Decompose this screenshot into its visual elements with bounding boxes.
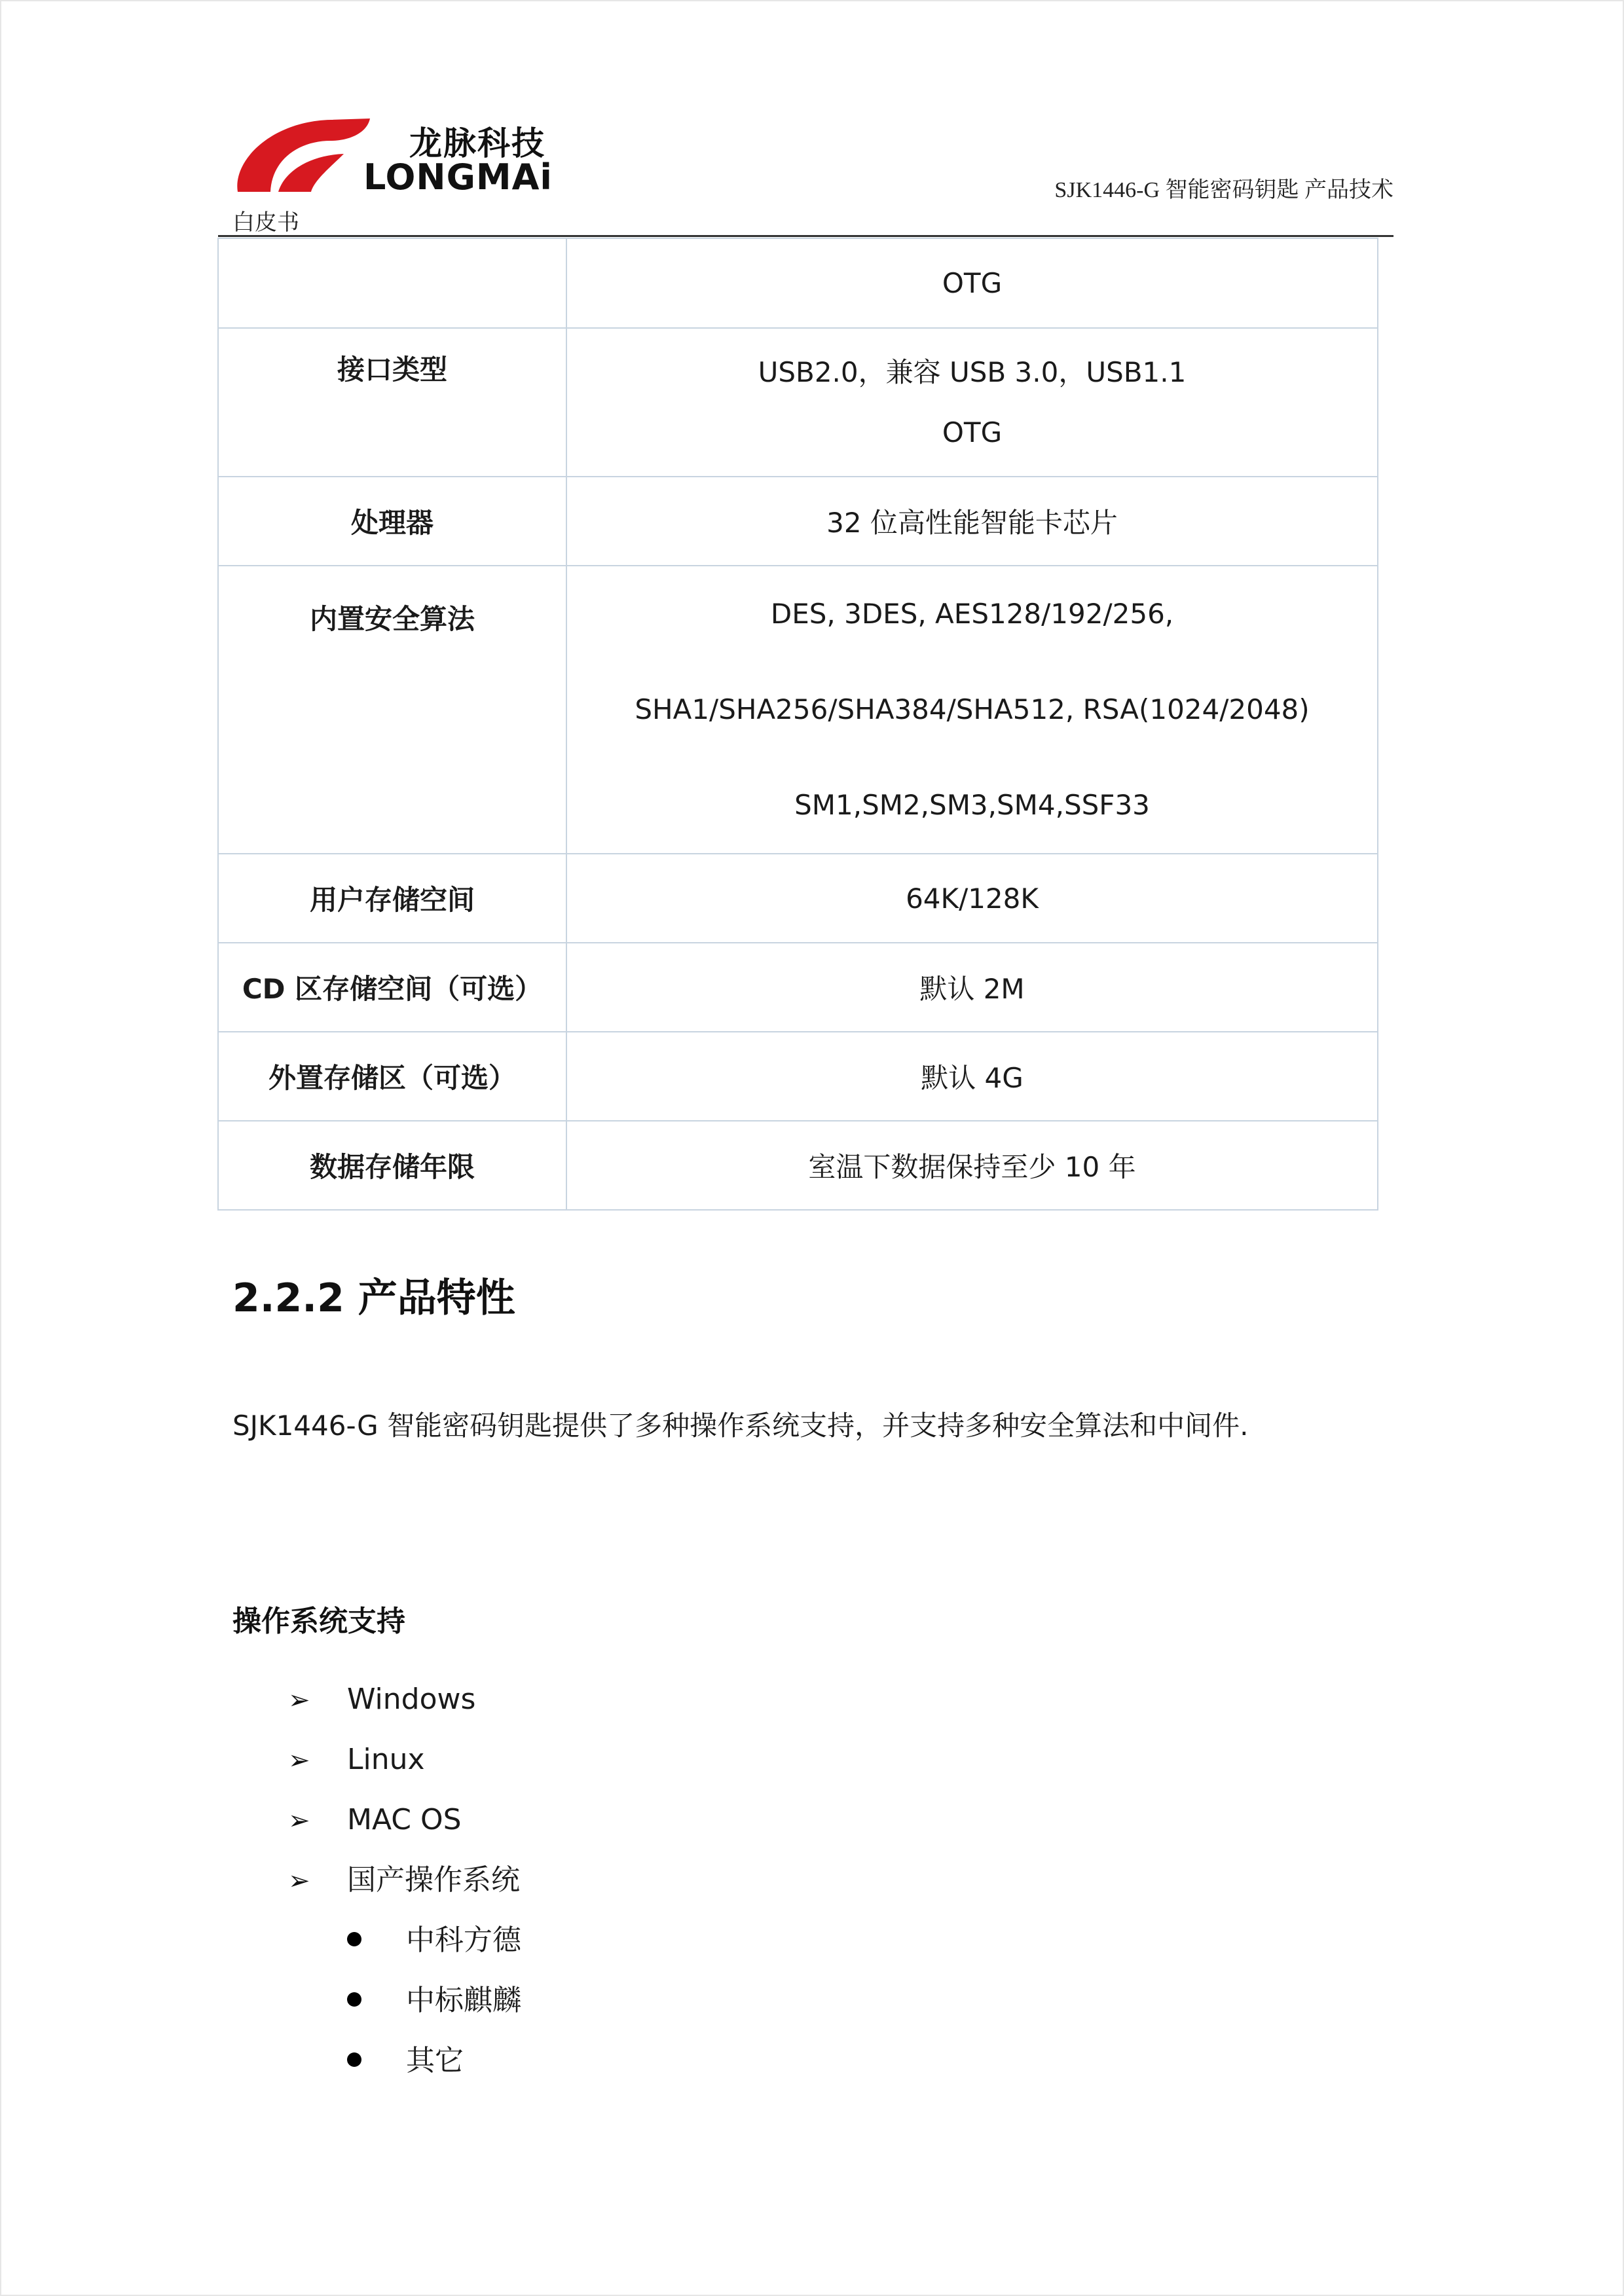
list-item [288, 1679, 520, 1740]
spec-value-line: 32 位高性能智能卡芯片 [826, 507, 1118, 539]
spec-value [566, 1032, 1378, 1121]
spec-label: 用户存储空间 [218, 854, 566, 943]
list-item [288, 1860, 520, 1920]
os-name: Linux [347, 1743, 425, 1776]
spec-value [566, 943, 1378, 1032]
document-type: 白皮书 [232, 210, 299, 236]
dot-bullet-icon [347, 1992, 361, 2007]
logo-chinese-name: 龙脉科技 [409, 124, 545, 162]
section-intro: SJK1446-G 智能密码钥匙提供了多种操作系统支持，并支持多种安全算法和中间件. [232, 1410, 1249, 1442]
table-row [218, 328, 1378, 477]
os-name: 国产操作系统 [347, 1863, 520, 1897]
arrow-bullet-icon: ➢ [288, 1745, 310, 1776]
spec-value [566, 854, 1378, 943]
spec-value-line: 室温下数据保持至少 10 年 [808, 1151, 1136, 1183]
spec-value [566, 238, 1378, 328]
arrow-bullet-icon: ➢ [288, 1806, 310, 1836]
spec-table [217, 238, 1378, 1211]
spec-value-line: SM1,SM2,SM3,SM4,SSF33 [794, 789, 1150, 821]
os-name: Windows [347, 1683, 476, 1716]
spec-label: 接口类型 [218, 328, 566, 477]
spec-value-line: SHA1/SHA256/SHA384/SHA512, RSA(1024/2048) [635, 693, 1310, 725]
table-row [218, 477, 1378, 566]
spec-label: 内置安全算法 [218, 566, 566, 854]
arrow-bullet-icon: ➢ [288, 1685, 310, 1715]
table-row [218, 566, 1378, 854]
domestic-os-name: 中标麒麟 [406, 1984, 521, 2017]
spec-value [566, 328, 1378, 477]
spec-value-line: 默认 2M [919, 973, 1025, 1005]
spec-label: CD 区存储空间（可选） [218, 943, 566, 1032]
table-row [218, 854, 1378, 943]
domestic-os-name: 其它 [406, 2044, 464, 2077]
spec-value [566, 477, 1378, 566]
os-name: MAC OS [347, 1803, 462, 1836]
arrow-bullet-icon: ➢ [288, 1866, 310, 1896]
spec-value-line: DES, 3DES, AES128/192/256, [770, 598, 1174, 630]
spec-value-line: OTG [942, 267, 1003, 299]
domestic-os-list [347, 1920, 521, 2101]
spec-value-line: 64K/128K [906, 882, 1039, 915]
section-heading: 2.2.2 产品特性 [232, 1275, 515, 1321]
list-item [347, 2041, 521, 2101]
table-row [218, 238, 1378, 328]
list-item [288, 1800, 520, 1860]
list-item [347, 1980, 521, 2041]
spec-label: 外置存储区（可选） [218, 1032, 566, 1121]
spec-value [566, 566, 1378, 854]
header-divider [218, 235, 1393, 237]
domestic-os-name: 中科方德 [406, 1923, 521, 1957]
table-row [218, 1121, 1378, 1210]
table-row [218, 1032, 1378, 1121]
document-title: SJK1446-G 智能密码钥匙 产品技术 [1054, 178, 1393, 202]
table-row [218, 943, 1378, 1032]
spec-label [218, 238, 566, 328]
spec-value [566, 1121, 1378, 1210]
logo-english-name: LONGMAi [363, 156, 553, 198]
dot-bullet-icon [347, 2052, 361, 2067]
company-logo [232, 115, 573, 200]
spec-label: 数据存储年限 [218, 1121, 566, 1210]
spec-value-line: 默认 4G [921, 1062, 1024, 1094]
dot-bullet-icon [347, 1932, 361, 1946]
list-item [347, 1920, 521, 1980]
spec-value-line: OTG [942, 416, 1003, 448]
logo-swoosh-icon [232, 115, 370, 200]
os-list [288, 1679, 520, 1920]
os-support-heading: 操作系统支持 [232, 1605, 405, 1638]
list-item [288, 1740, 520, 1800]
spec-value-line: USB2.0，兼容 USB 3.0，USB1.1 [758, 355, 1187, 388]
spec-label: 处理器 [218, 477, 566, 566]
